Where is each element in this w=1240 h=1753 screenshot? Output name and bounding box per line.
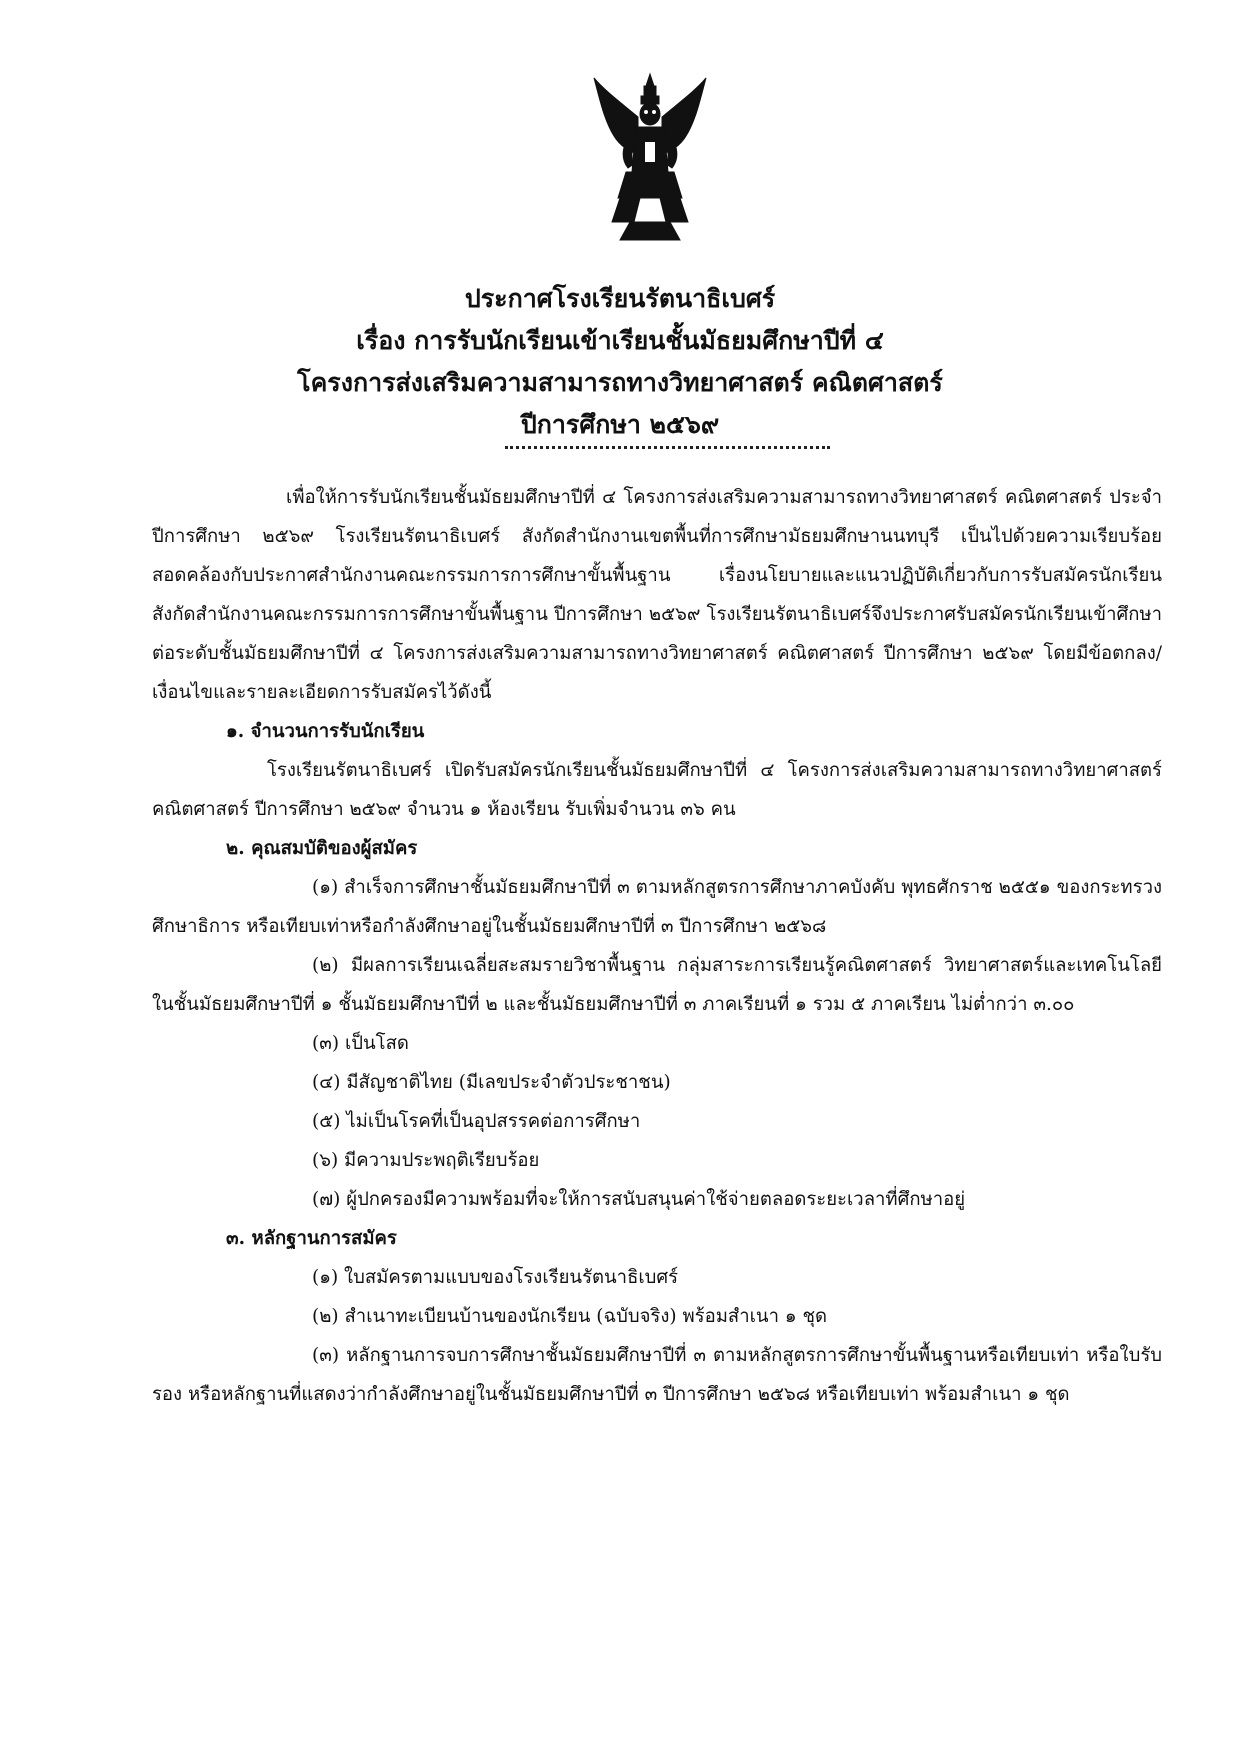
announcement-year: ปีการศึกษา ๒๕๖๙: [520, 410, 720, 439]
section3-item-3: (๓) หลักฐานการจบการศึกษาชั้นมัธยมศึกษาปีที่ ๓ ตามหลักสูตรการศึกษาขั้นพื้นฐานหรือเทียบเท่า หรือใบรับรอง หรือหลักฐานที่แสดงว่ากำลังศึกษาอยู่ในชั้นมัธยมศึกษาปีที่ ๓ ปีการศึกษา ๒๕๖๘ หรือเทียบเท่า พร้อมสำเนา ๑ ชุด: [152, 1345, 1162, 1405]
section3-heading: ๓. หลักฐานการสมัคร: [226, 1228, 397, 1249]
intro-paragraph: เพื่อให้การรับนักเรียนชั้นมัธยมศึกษาปีที่ ๔ โครงการส่งเสริมความสามารถทางวิทยาศาสตร์ คณิตศาสตร์ ประจำปีการศึกษา ๒๕๖๙ โรงเรียนรัตนาธิเบศร์ สังกัดสำนักงานเขตพื้นที่การศึกษามัธยมศึกษานนทบุรี เป็นไปด้วยความเรียบร้อย สอดคล้องกับประกาศสำนักงานคณะกรรมการการศึกษาขั้นพื้นฐาน เรื่องนโยบายและแนวปฏิบัติเกี่ยวกับการรับสมัครนักเรียน สังกัดสำนักงานคณะกรรมการการศึกษาขั้นพื้นฐาน ปีการศึกษา ๒๕๖๙ โรงเรียนรัตนาธิเบศร์จึงประกาศรับสมัครนักเรียนเข้าศึกษาต่อระดับชั้นมัธยมศึกษาปีที่ ๔ โครงการส่งเสริมความสามารถทางวิทยาศาสตร์ คณิตศาสตร์ ปีการศึกษา ๒๕๖๙ โดยมีข้อตกลง/เงื่อนไขและรายละเอียดการรับสมัครไว้ดังนี้: [152, 487, 1162, 703]
section2-item-6: (๖) มีความประพฤติเรียบร้อย: [312, 1150, 540, 1171]
announcement-title: ประกาศโรงเรียนรัตนาธิเบศร์: [464, 284, 776, 313]
section1-text: โรงเรียนรัตนาธิเบศร์ เปิดรับสมัครนักเรียนชั้นมัธยมศึกษาปีที่ ๔ โครงการส่งเสริมความสามารถทางวิทยาศาสตร์ คณิตศาสตร์ ปีการศึกษา ๒๕๖๙ จำนวน ๑ ห้องเรียน รับเพิ่มจำนวน ๓๖ คน: [152, 760, 1162, 820]
section2-heading: ๒. คุณสมบัติของผู้สมัคร: [226, 838, 418, 859]
section2-item-3: (๓) เป็นโสด: [312, 1033, 409, 1054]
dotted-divider: [505, 446, 830, 449]
section3-item-1: (๑) ใบสมัครตามแบบของโรงเรียนรัตนาธิเบศร์: [312, 1267, 679, 1288]
section2-item-4: (๔) มีสัญชาติไทย (มีเลขประจำตัวประชาชน): [312, 1072, 671, 1093]
section2-item-5: (๕) ไม่เป็นโรคที่เป็นอุปสรรคต่อการศึกษา: [312, 1111, 641, 1132]
announcement-header: [0, 278, 1240, 446]
section2-item-2: (๒) มีผลการเรียนเฉลี่ยสะสมรายวิชาพื้นฐาน กลุ่มสาระการเรียนรู้คณิตศาสตร์ วิทยาศาสตร์และเทคโนโลยีในชั้นมัธยมศึกษาปีที่ ๑ ชั้นมัธยมศึกษาปีที่ ๒ และชั้นมัธยมศึกษาปีที่ ๓ ภาคเรียนที่ ๑ รวม ๕ ภาคเรียน ไม่ต่ำกว่า ๓.๐๐: [152, 955, 1162, 1015]
announcement-program: โครงการส่งเสริมความสามารถทางวิทยาศาสตร์ คณิตศาสตร์: [297, 368, 943, 397]
section1-heading: ๑. จำนวนการรับนักเรียน: [226, 721, 425, 742]
section2-item-1: (๑) สำเร็จการศึกษาชั้นมัธยมศึกษาปีที่ ๓ ตามหลักสูตรการศึกษาภาคบังคับ พุทธศักราช ๒๕๕๑ ของกระทรวงศึกษาธิการ หรือเทียบเท่าหรือกำลังศึกษาอยู่ในชั้นมัธยมศึกษาปีที่ ๓ ปีการศึกษา ๒๕๖๘: [152, 877, 1162, 937]
garuda-emblem-icon: [590, 72, 710, 242]
announcement-subject: เรื่อง การรับนักเรียนเข้าเรียนชั้นมัธยมศึกษาปีที่ ๔: [356, 326, 884, 355]
section2-item-7: (๗) ผู้ปกครองมีความพร้อมที่จะให้การสนับสนุนค่าใช้จ่ายตลอดระยะเวลาที่ศึกษาอยู่: [312, 1189, 966, 1210]
document-body: [152, 478, 1162, 1414]
section3-item-2: (๒) สำเนาทะเบียนบ้านของนักเรียน (ฉบับจริง) พร้อมสำเนา ๑ ชุด: [312, 1306, 828, 1327]
